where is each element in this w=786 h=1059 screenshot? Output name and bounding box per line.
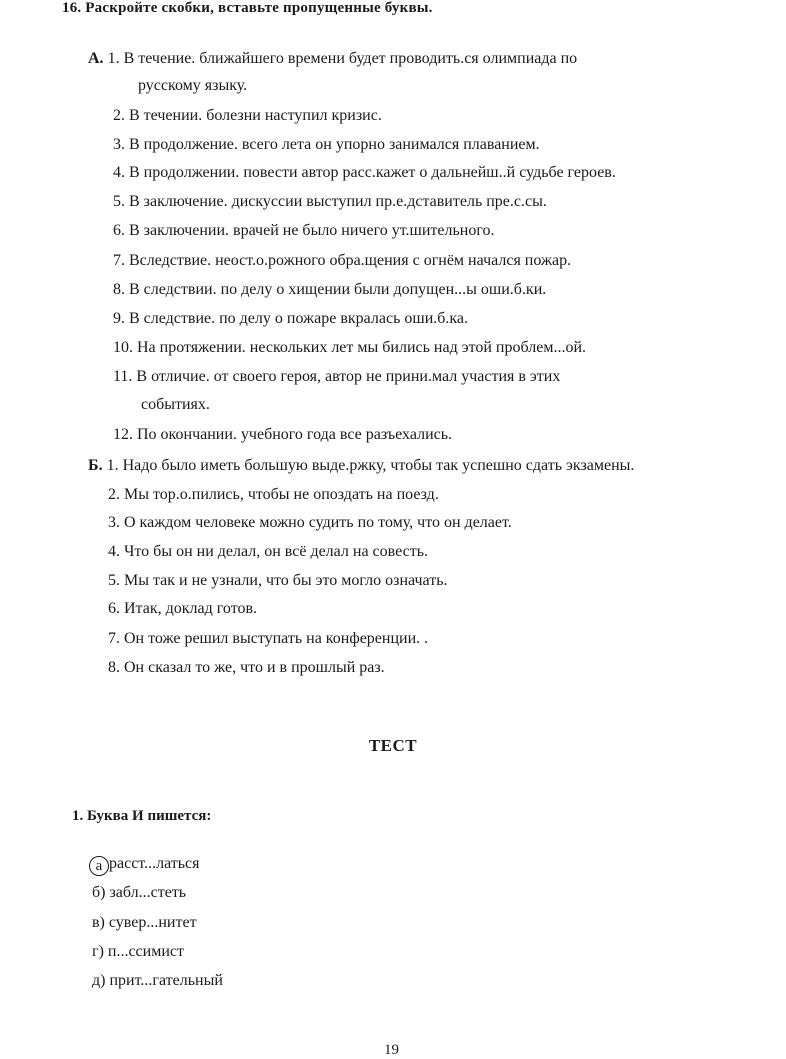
- section-b-item-4: 4. Что бы он ни делал, он всё делал на совесть.: [108, 543, 429, 560]
- option-c[interactable]: [92, 914, 197, 932]
- option-c-letter: в): [92, 914, 105, 931]
- option-b[interactable]: [92, 884, 186, 902]
- section-a-item-8: 8. В следствии. по делу о хищении были допущен...ы оши.б.ки.: [113, 281, 547, 298]
- section-a-item-7: 7. Вследствие. неост.о.рожного обра.щения с огнём начался пожар.: [113, 252, 572, 269]
- section-a-item-6: 6. В заключении. врачей не было ничего ут.шительного.: [113, 222, 495, 239]
- option-d-letter: г): [92, 943, 104, 960]
- section-a-item-12: 12. По окончании. учебного года все разъехались.: [113, 426, 453, 443]
- option-a[interactable]: [92, 855, 200, 876]
- selected-answer-circle: а: [89, 856, 109, 876]
- question-title: 1. Буква И пишется:: [72, 808, 212, 824]
- section-a-item-5: 5. В заключение. дискуссии выступил пр.е.дставитель пре.с.сы.: [113, 193, 547, 210]
- section-b-item-8: 8. Он сказал то же, что и в прошлый раз.: [108, 659, 385, 676]
- section-a-item-11-cont: событиях.: [141, 396, 210, 413]
- option-d[interactable]: [92, 943, 184, 961]
- section-a-item-2: 2. В течении. болезни наступил кризис.: [113, 107, 382, 124]
- option-b-text: забл...стеть: [105, 884, 187, 901]
- section-b-item-1: Б. 1. Надо было иметь большую выде.ржку, чтобы так успешно сдать экзамены.: [88, 457, 635, 474]
- section-a-item-10: 10. На протяжении. нескольких лет мы бились над этой проблем...ой.: [113, 339, 587, 356]
- section-b-item-3: 3. О каждом человеке можно судить по тому, что он делает.: [108, 514, 512, 531]
- exercise-heading: 16. Раскройте скобки, вставьте пропущенные буквы.: [62, 0, 433, 16]
- section-b-label: Б.: [88, 457, 103, 474]
- section-a-item-9: 9. В следствие. по делу о пожаре вкралась оши.б.ка.: [113, 310, 469, 327]
- option-e[interactable]: [92, 972, 223, 990]
- option-e-text: прит...гательный: [105, 972, 223, 989]
- section-a-item-1-cont: русскому языку.: [138, 77, 248, 94]
- page-number: 19: [384, 1042, 399, 1058]
- section-a-item-4: 4. В продолжении. повести автор расс.кажет о дальнейш..й судьбе героев.: [113, 164, 616, 181]
- option-e-letter: д): [92, 972, 106, 989]
- section-a-label: А.: [88, 50, 104, 67]
- option-d-text: п...ссимист: [103, 943, 184, 960]
- section-b-item-6: 6. Итак, доклад готов.: [108, 600, 258, 617]
- option-a-text: расст...латься: [109, 855, 200, 872]
- test-title: ТЕСТ: [368, 736, 418, 755]
- section-a-item-1: А. 1. В течение. ближайшего времени будет проводить.ся олимпиада по: [88, 50, 578, 67]
- option-c-text: сувер...нитет: [104, 914, 197, 931]
- section-a-item-11: 11. В отличие. от своего героя, автор не прини.мал участия в этих: [113, 368, 561, 385]
- section-b-item-5: 5. Мы так и не узнали, что бы это могло означать.: [108, 572, 448, 589]
- section-b-item-2: 2. Мы тор.о.пились, чтобы не опоздать на поезд.: [108, 486, 439, 503]
- section-a-item-3: 3. В продолжение. всего лета он упорно занимался плаванием.: [113, 136, 540, 153]
- section-b-item-7: 7. Он тоже решил выступать на конференции. .: [108, 630, 429, 647]
- option-b-letter: б): [92, 884, 106, 901]
